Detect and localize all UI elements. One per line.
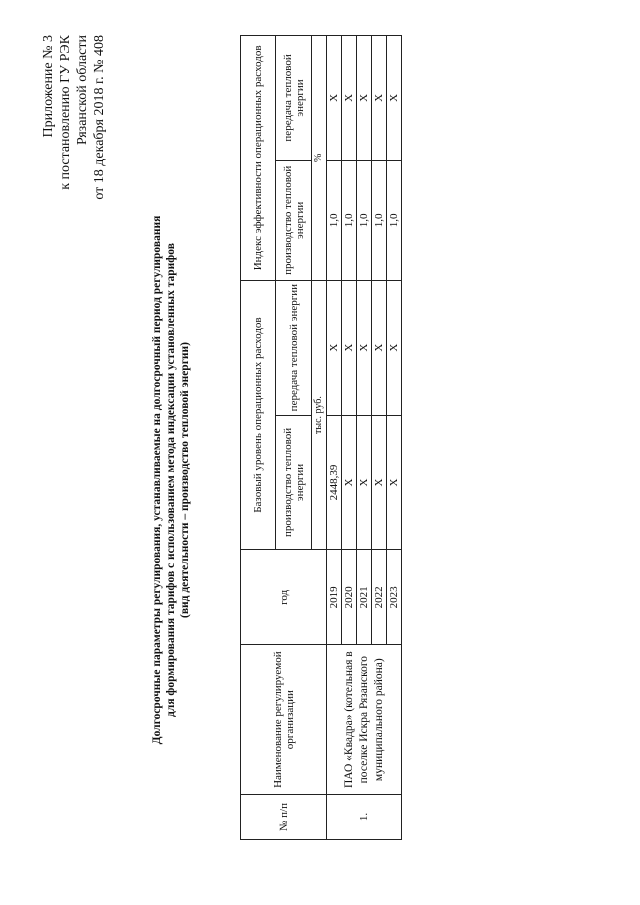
index-production-cell: 1,0 [327,160,342,280]
parameters-table [240,35,402,840]
header-index-transfer: передача тепловой энергии [276,36,312,161]
header-number: № п/п [241,795,327,840]
base-production-cell: X [357,415,372,550]
year-cell: 2019 [327,550,342,645]
base-production-cell: X [387,415,402,550]
organization-name: ПАО «Квадра» (котельная в поселке Искра Рязанского муниципального района) [327,645,402,795]
unit-index: % [312,36,327,281]
title-line-1: Долгосрочные параметры регулирования, устанавливаемые на долгосрочный период регулирования [151,215,163,745]
year-cell: 2021 [357,550,372,645]
base-production-cell: X [342,415,357,550]
table-row [327,36,342,840]
header-year: год [241,550,327,645]
index-transfer-cell: X [342,36,357,161]
header-efficiency-index: Индекс эффективности операционных расходов [241,36,276,281]
index-production-cell: 1,0 [357,160,372,280]
row-number: 1. [327,795,402,840]
header-index-production: производство тепловой энергии [276,160,312,280]
header-organization: Наименование регулируемой организации [241,645,327,795]
index-transfer-cell: X [357,36,372,161]
year-cell: 2023 [387,550,402,645]
year-cell: 2020 [342,550,357,645]
appendix-resolution: к постановлению ГУ РЭК Рязанской области [58,35,90,190]
year-cell: 2022 [372,550,387,645]
base-transfer-cell: X [357,280,372,415]
index-production-cell: 1,0 [372,160,387,280]
index-transfer-cell: X [327,36,342,161]
appendix-header [40,35,108,225]
index-production-cell: 1,0 [342,160,357,280]
base-transfer-cell: X [327,280,342,415]
base-transfer-cell: X [372,280,387,415]
index-production-cell: 1,0 [387,160,402,280]
base-transfer-cell: X [342,280,357,415]
index-transfer-cell: X [387,36,402,161]
title-line-3: (вид деятельности – производство тепловой энергии) [179,341,191,619]
appendix-date: от 18 декабря 2018 г. № 408 [92,35,107,200]
base-transfer-cell: X [387,280,402,415]
header-base-transfer: передача тепловой энергии [276,280,312,415]
document-title [150,160,192,800]
unit-base: тыс. руб. [312,280,327,550]
header-base-level: Базовый уровень операционных расходов [241,280,276,550]
index-transfer-cell: X [372,36,387,161]
header-base-production: производство тепловой энергии [276,415,312,550]
base-production-cell: 2448,39 [327,415,342,550]
base-production-cell: X [372,415,387,550]
appendix-number: Приложение № 3 [41,35,56,138]
title-line-2: для формирования тарифов с использованием метода индексации установленных тарифов [165,243,177,717]
